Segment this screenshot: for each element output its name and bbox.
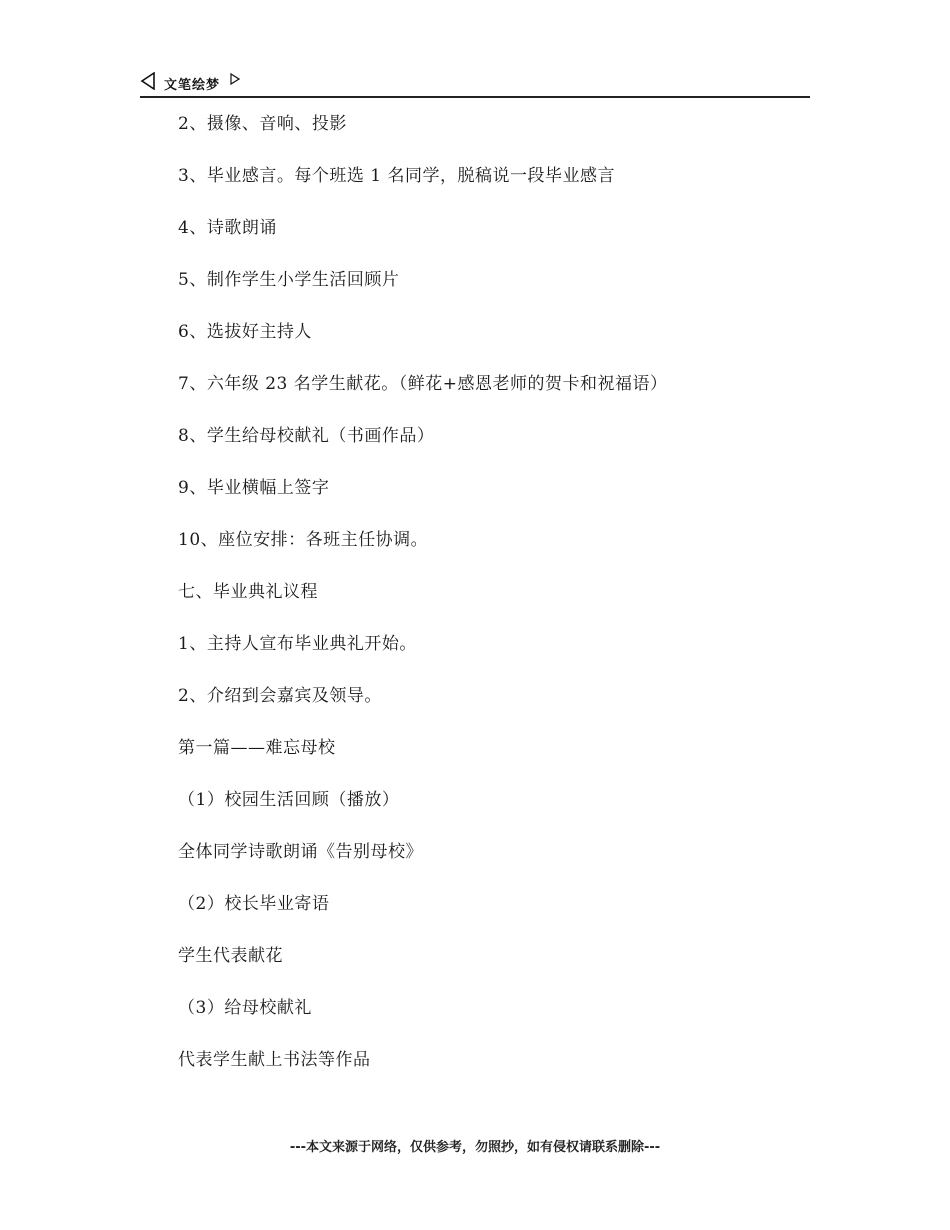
chapter-heading: 第一篇——难忘母校	[178, 738, 336, 758]
list-item: 1、主持人宣布毕业典礼开始。	[178, 634, 417, 654]
section-heading: 七、毕业典礼议程	[178, 582, 318, 602]
list-item: 2、摄像、音响、投影	[178, 114, 347, 134]
list-item: （1）校园生活回顾（播放）	[178, 790, 400, 810]
triangle-left-icon	[140, 72, 156, 90]
page-footer: ---本文来源于网络，仅供参考，勿照抄，如有侵权请联系删除---	[289, 1140, 661, 1155]
list-item: 4、诗歌朗诵	[178, 218, 277, 238]
list-item: （2）校长毕业寄语	[178, 894, 330, 914]
list-item: 代表学生献上书法等作品	[178, 1050, 371, 1070]
list-item: 8、学生给母校献礼（书画作品）	[178, 426, 435, 446]
page-header	[140, 72, 810, 98]
list-item: 学生代表献花	[178, 946, 283, 966]
header-title: 文笔绘梦	[164, 78, 221, 93]
list-item: 2、介绍到会嘉宾及领导。	[178, 686, 382, 706]
list-item: （3）给母校献礼	[178, 998, 312, 1018]
list-item: 全体同学诗歌朗诵《告别母校》	[178, 842, 423, 862]
list-item: 7、六年级 23 名学生献花。（鲜花+感恩老师的贺卡和祝福语）	[178, 374, 668, 394]
list-item: 3、毕业感言。每个班选 1 名同学，脱稿说一段毕业感言	[178, 166, 615, 186]
list-item: 9、毕业横幅上签字	[178, 478, 330, 498]
list-item: 5、制作学生小学生活回顾片	[178, 270, 400, 290]
list-item: 10、座位安排：各班主任协调。	[178, 530, 429, 550]
triangle-right-icon	[230, 73, 240, 85]
list-item: 6、选拔好主持人	[178, 322, 312, 342]
document-body	[178, 110, 798, 1098]
